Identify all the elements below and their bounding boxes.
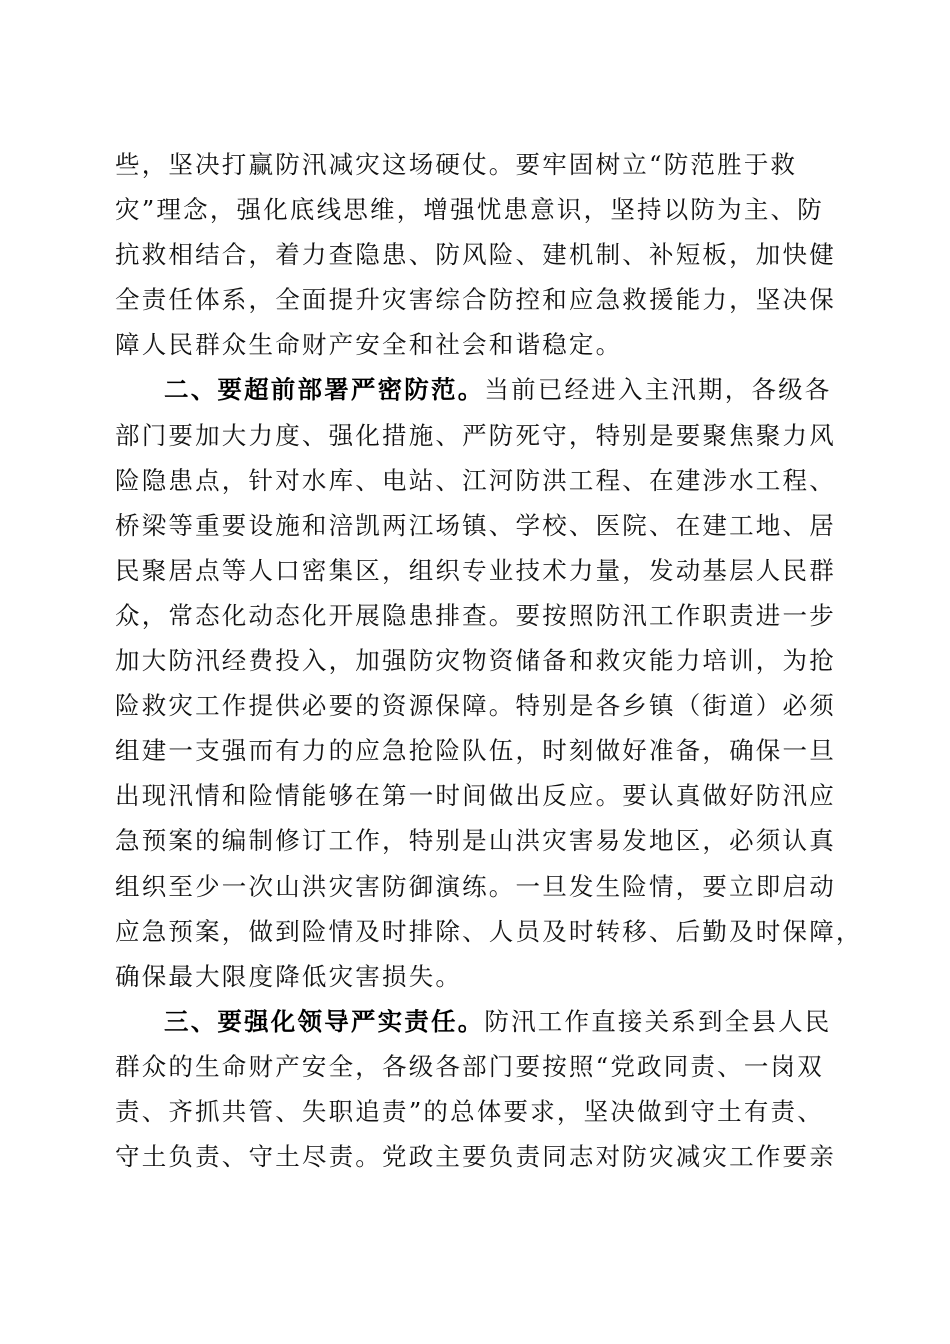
- text-line-23: [115, 1134, 845, 1179]
- text-line-4: [115, 277, 845, 322]
- line-text: 加大防汛经费投入，加强防灾物资储备和救灾能力培训，为抢: [115, 646, 836, 676]
- text-line-21: [115, 1044, 845, 1089]
- line-text: 群众的生命财产安全，各级各部门要按照“党政同责、一岗双: [115, 1051, 824, 1081]
- line-text: 众，常态化动态化开展隐患排查。要按照防汛工作职责进一步: [115, 600, 836, 630]
- line-text: 抗救相结合，着力查隐患、防风险、建机制、补短板，加快健: [115, 240, 836, 270]
- line-text: 组建一支强而有力的应急抢险队伍，时刻做好准备，确保一旦: [115, 736, 836, 766]
- line-text: 责、齐抓共管、失职追责”的总体要求，坚决做到守土有责、: [115, 1096, 824, 1126]
- text-line-18: [115, 909, 863, 954]
- text-line-17: [115, 864, 845, 909]
- line-text: 部门要加大力度、强化措施、严防死守，特别是要聚焦聚力风: [115, 420, 836, 450]
- text-line-19: [115, 954, 845, 999]
- text-line-5: [115, 322, 845, 367]
- text-line-13: [115, 683, 845, 728]
- section-three-first-line: [115, 999, 845, 1044]
- text-line-2: [115, 187, 845, 232]
- line-text: 组织至少一次山洪灾害防御演练。一旦发生险情，要立即启动: [115, 871, 836, 901]
- line-text: 险隐患点，针对水库、电站、江河防洪工程、在建涉水工程、: [115, 465, 836, 495]
- text-line-12: [115, 638, 845, 683]
- text-line-1: [115, 142, 845, 187]
- text-line-7: [115, 413, 845, 458]
- line-text: 确保最大限度降低灾害损失。: [115, 961, 463, 991]
- line-text: 些，坚决打赢防汛减灾这场硬仗。要牢固树立“防范胜于救: [115, 150, 798, 179]
- line-text: 全责任体系，全面提升灾害综合防控和应急救援能力，坚决保: [115, 285, 836, 315]
- text-line-16: [115, 818, 845, 863]
- text-line-3: [115, 232, 845, 277]
- line-text: 当前已经进入主汛期，各级各: [484, 375, 832, 405]
- section-heading-two: 二、要超前部署严密防范。: [164, 375, 485, 405]
- section-heading-three: 三、要强化领导严实责任。: [164, 1006, 485, 1036]
- text-line-10: [115, 548, 845, 593]
- line-text: 险救灾工作提供必要的资源保障。特别是各乡镇（街道）必须: [115, 691, 836, 721]
- line-text: 灾”理念，强化底线思维，增强忧患意识，坚持以防为主、防: [115, 195, 824, 225]
- text-line-11: [115, 593, 845, 638]
- line-text: 应急预案，做到险情及时排除、人员及时转移、后勤及时保障，: [115, 916, 863, 946]
- line-text: 障人民群众生命财产安全和社会和谐稳定。: [115, 330, 623, 360]
- line-text: 防汛工作直接关系到全县人民: [484, 1006, 832, 1036]
- line-text: 桥梁等重要设施和涪凯两江场镇、学校、医院、在建工地、居: [115, 510, 836, 540]
- line-text: 急预案的编制修订工作，特别是山洪灾害易发地区，必须认真: [115, 826, 836, 856]
- text-line-8: [115, 458, 845, 503]
- text-line-22: [115, 1089, 845, 1134]
- document-body: [115, 142, 863, 1179]
- line-text: 守土负责、守土尽责。党政主要负责同志对防灾减灾工作要亲: [115, 1142, 836, 1172]
- text-line-14: [115, 728, 845, 773]
- text-line-15: [115, 773, 845, 818]
- line-text: 民聚居点等人口密集区，组织专业技术力量，发动基层人民群: [115, 555, 836, 585]
- line-text: 出现汛情和险情能够在第一时间做出反应。要认真做好防汛应: [115, 781, 836, 811]
- text-line-9: [115, 503, 845, 548]
- section-two-first-line: [115, 367, 845, 412]
